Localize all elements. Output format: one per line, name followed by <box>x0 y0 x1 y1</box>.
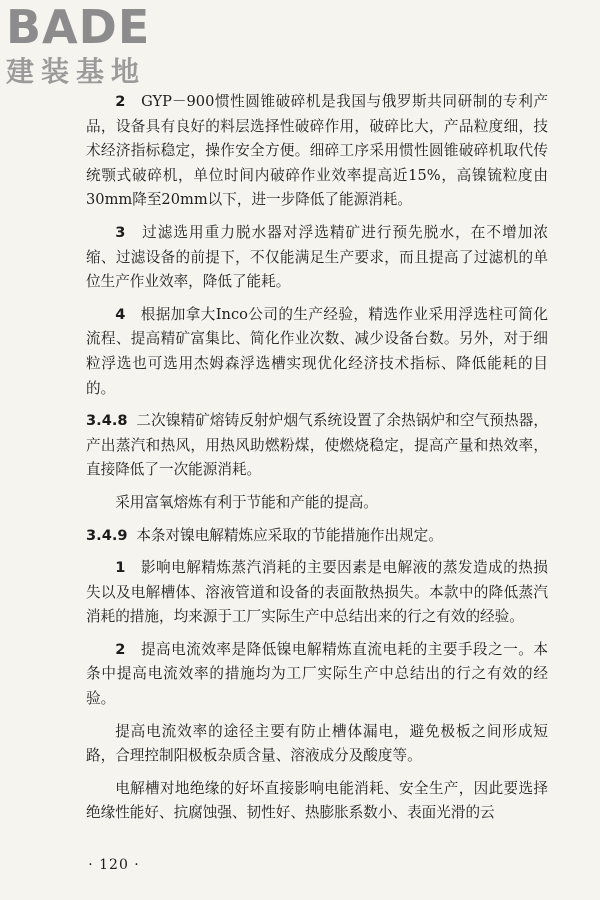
paragraph-item-2: 2 GYP－900惯性圆锥破碎机是我国与俄罗斯共同研制的专利产品，设备具有良好的料层选择性破碎作用，破碎比大，产品粒度细，技术经济指标稳定，操作安全方便。细碎工序采用惯性圆锥破碎机取代传统颚式破碎机，单位时间内破碎作业效率提高近15%，高镍锍粒度由30mm降至20mm以下，进一步降低了能源消耗。 <box>86 93 548 209</box>
paragraph-item-1: 1 影响电解精炼蒸汽消耗的主要因素是电解液的蒸发造成的热损失以及电解槽体、溶液管道和设备的表面散热损失。本款中的降低蒸汽消耗的措施，均来源于工厂实际生产中总结出来的行之有效的经验。 <box>86 559 548 626</box>
paragraph-plain: 电解槽对地绝缘的好坏直接影响电能消耗、安全生产，因此要选择绝缘性能好、抗腐蚀强、韧性好、热膨胀系数小、表面光滑的云 <box>86 779 548 822</box>
paragraph-plain: 提高电流效率的途径主要有防止槽体漏电，避免极板之间形成短路，合理控制阳极板杂质含量、溶液成分及酸度等。 <box>86 722 548 765</box>
paragraph-item-3: 3 过滤选用重力脱水器对浮选精矿进行预先脱水，在不增加浓缩、过滤设备的前提下，不仅能满足生产要求，而且提高了过滤机的单位生产作业效率，降低了能耗。 <box>86 223 548 291</box>
paragraph-item-4: 4 根据加拿大Inco公司的生产经验，精选作业采用浮选柱可简化流程、提高精矿富集比、简化作业次数、减少设备台数。另外，对于细粒浮选也可选用杰姆森浮选槽实现优化经济技术指标、降低能耗的目的。 <box>86 305 548 397</box>
paragraph-plain: 采用富氧熔炼有利于节能和产能的提高。 <box>115 493 378 511</box>
logo-wordmark: BADE <box>6 0 151 54</box>
page-number: · 120 · <box>88 857 140 873</box>
document-body <box>86 90 548 834</box>
logo-subtitle: 建装基地 <box>6 55 147 88</box>
section-3-4-8: 3.4.8 二次镍精矿熔铸反射炉烟气系统设置了余热锅炉和空气预热器，产出蒸汽和热风，用热风助燃粉煤，使燃烧稳定，提高产量和热效率，直接降低了一次能源消耗。 <box>86 412 548 479</box>
paragraph-item-2b: 2 提高电流效率是降低镍电解精炼直流电耗的主要手段之一。本条中提高电流效率的措施均为工厂实际生产中总结出的行之有效的经验。 <box>86 640 548 708</box>
bade-logo <box>6 0 176 88</box>
section-3-4-9: 3.4.9 本条对镍电解精炼应采取的节能措施作出规定。 <box>86 526 443 544</box>
